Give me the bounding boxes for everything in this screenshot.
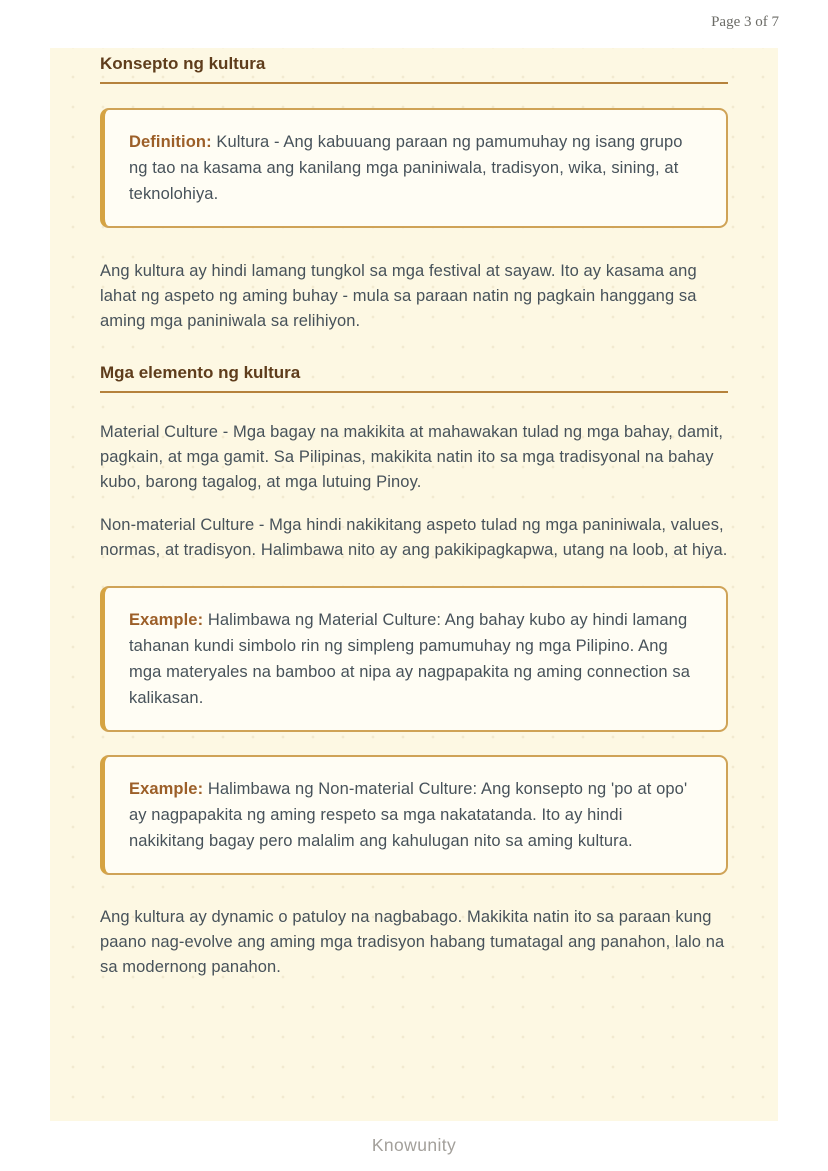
example-body-2: Halimbawa ng Non-material Culture: Ang konsepto ng 'po at opo' ay nagpapakita ng aming respeto sa mga nakatatanda. Ito ay hindi nakikitang bagay pero malalim ang kahulugan nito sa aming kultura. [129, 780, 688, 850]
example-callout-nonmaterial [100, 755, 728, 875]
example-label-1: Example: [129, 611, 204, 629]
page-number: Page 3 of 7 [711, 14, 779, 30]
document-sheet [50, 48, 778, 1121]
definition-label: Definition: [129, 133, 212, 151]
example-callout-material [100, 586, 728, 732]
example-label-2: Example: [129, 780, 204, 798]
example-callout-material-text [129, 607, 702, 711]
definition-callout [100, 108, 728, 228]
paragraph-material-culture: Material Culture - Mga bagay na makikita at mahawakan tulad ng mga bahay, damit, pagkain, at mga gamit. Sa Pilipinas, makikita natin ito sa mga tradisyonal na bahay kubo, barong tagalog, at mga lutuing Pinoy. [100, 423, 724, 491]
paragraph-kultura-intro: Ang kultura ay hindi lamang tungkol sa mga festival at sayaw. Ito ay kasama ang lahat ng aspeto ng aming buhay - mula sa paraan natin ng pagkain hanggang sa aming mga paniniwala sa relihiyon. [100, 262, 697, 330]
section-heading-konsepto: Konsepto ng kultura [100, 54, 728, 84]
example-body-1: Halimbawa ng Material Culture: Ang bahay kubo ay hindi lamang tahanan kundi simbolo rin ng simpleng pamumuhay ng mga Pilipino. Ang mga materyales na bamboo at nipa ay nagpapakita ng aming connection sa kalikasan. [129, 611, 691, 707]
section-heading-elemento: Mga elemento ng kultura [100, 363, 728, 393]
example-callout-nonmaterial-text [129, 776, 702, 854]
paragraph-nonmaterial-culture: Non-material Culture - Mga hindi nakikitang aspeto tulad ng mga paniniwala, values, normas, at tradisyon. Halimbawa nito ay ang pakikipagkapwa, utang na loob, at hiya. [100, 516, 728, 559]
footer-brand: Knowunity [371, 1135, 457, 1155]
definition-callout-text [129, 129, 702, 207]
definition-body: Kultura - Ang kabuuang paraan ng pamumuhay ng isang grupo ng tao na kasama ang kanilang mga paniniwala, tradisyon, wika, sining, at teknolohiya. [129, 133, 683, 203]
paragraph-dynamic-culture: Ang kultura ay dynamic o patuloy na nagbabago. Makikita natin ito sa paraan kung paano nag-evolve ang aming mga tradisyon habang tumatagal ang panahon, lalo na sa modernong panahon. [100, 908, 725, 976]
